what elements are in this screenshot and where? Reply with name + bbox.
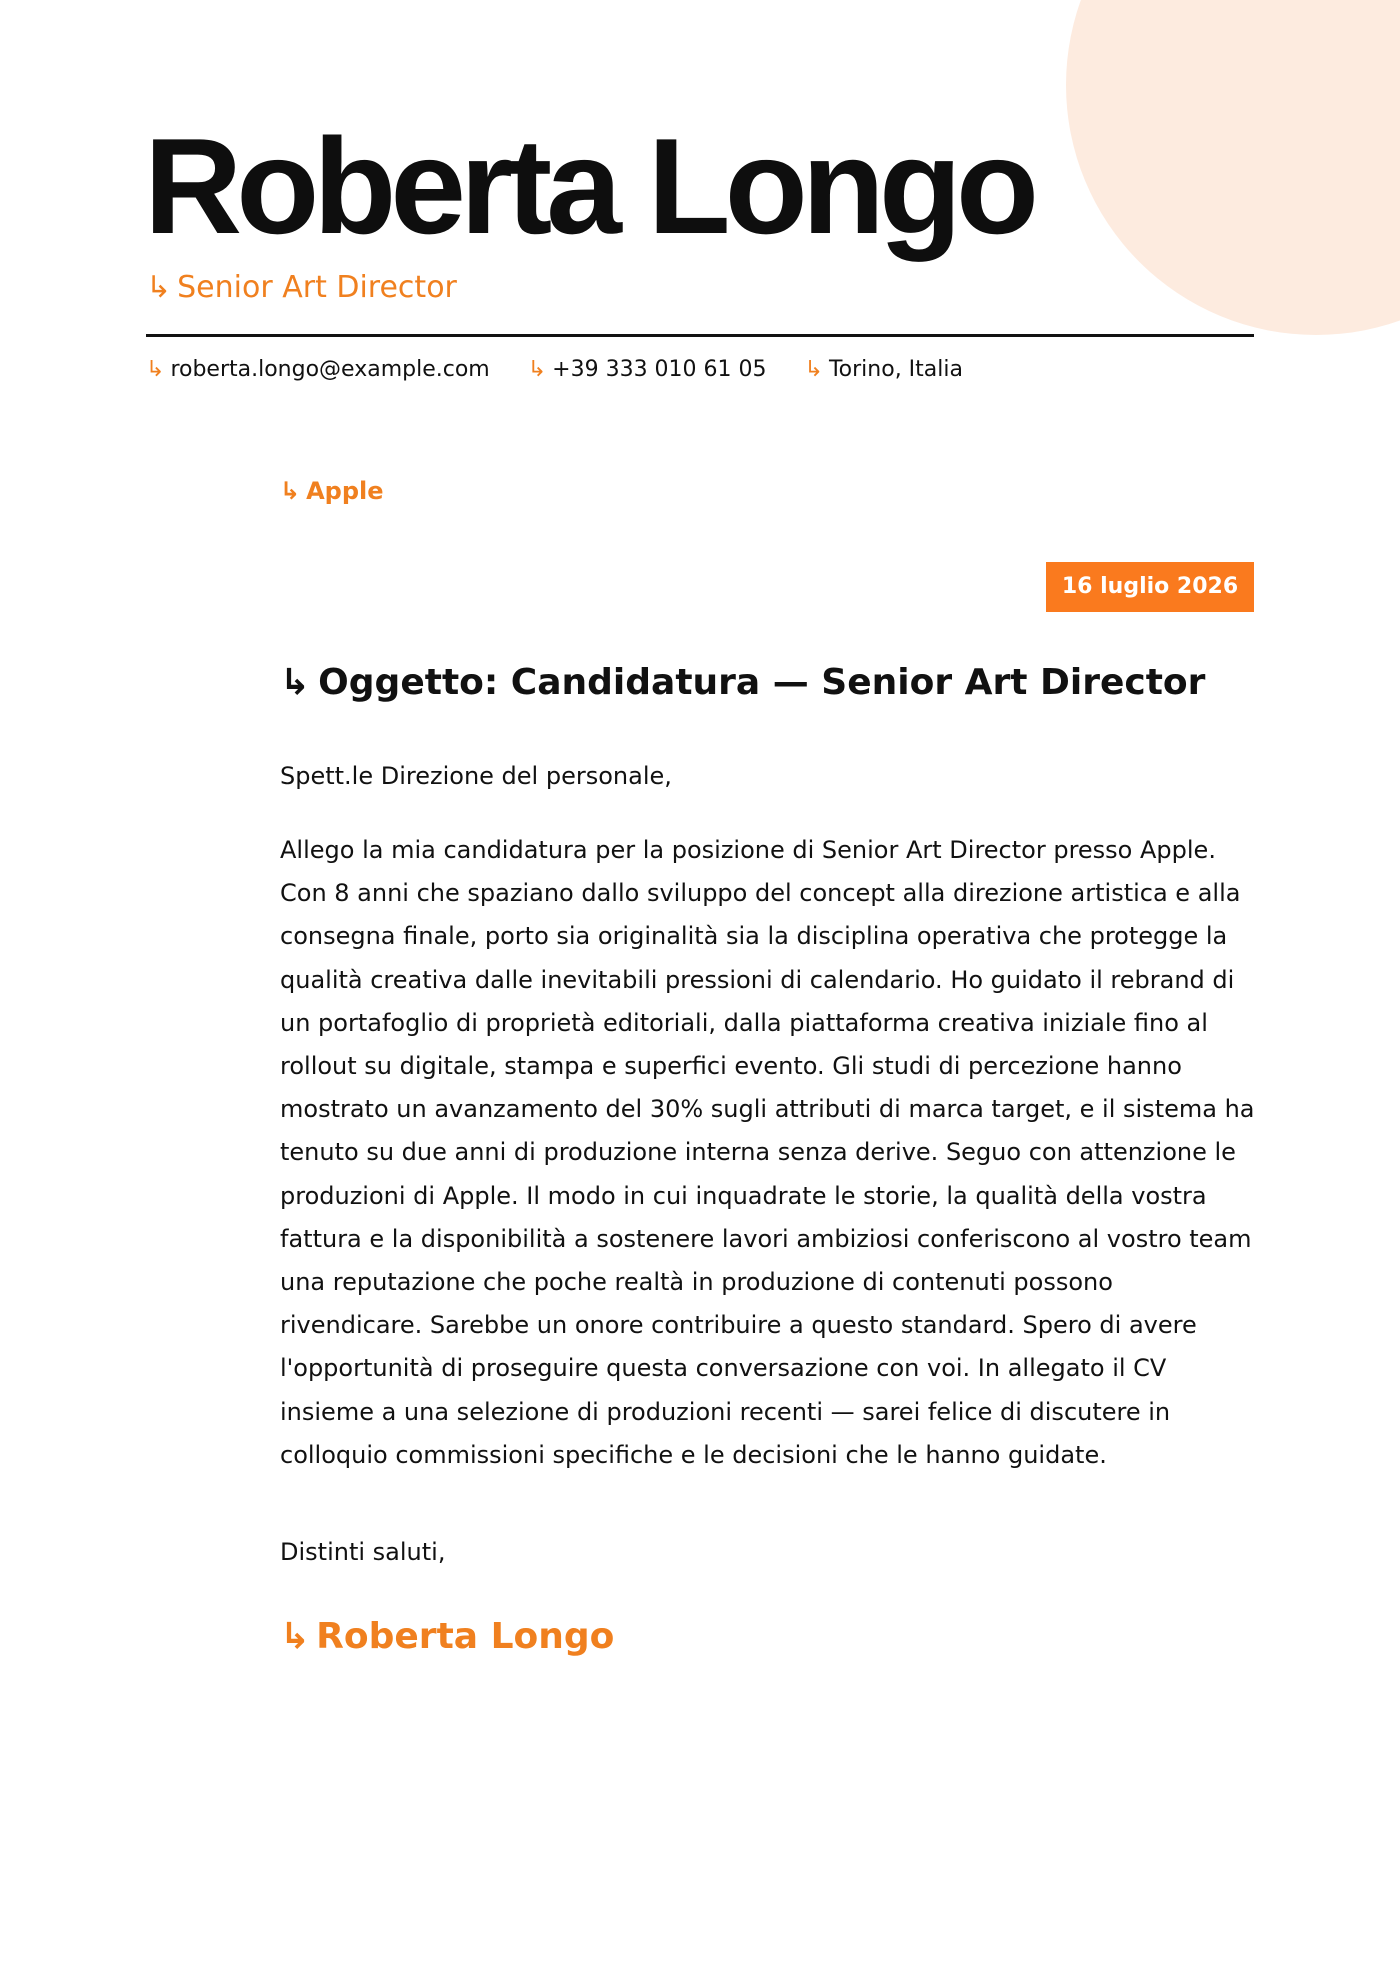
recipient-name: Apple <box>306 477 384 505</box>
salutation: Spett.le Direzione del personale, <box>280 762 672 790</box>
contact-email[interactable] <box>146 354 490 386</box>
arrow-icon: ↳ <box>804 357 823 382</box>
location-text: Torino, Italia <box>828 357 963 382</box>
applicant-name: Roberta Longo <box>144 110 1034 262</box>
contact-location <box>805 354 963 386</box>
contact-bar <box>146 354 1001 386</box>
contact-phone[interactable] <box>528 354 767 386</box>
arrow-icon: ↳ <box>146 357 165 382</box>
phone-text[interactable]: +39 333 010 61 05 <box>552 357 767 382</box>
applicant-role <box>146 268 457 308</box>
closing: Distinti saluti, <box>280 1538 446 1566</box>
signature-name: Roberta Longo <box>316 1616 615 1657</box>
header-divider <box>146 334 1254 337</box>
arrow-icon: ↳ <box>527 357 547 382</box>
arrow-icon: ↳ <box>280 477 301 505</box>
subject-text: Oggetto: Candidatura — Senior Art Director <box>318 662 1206 703</box>
signature <box>280 1612 614 1662</box>
arrow-icon: ↳ <box>280 662 311 703</box>
email-text[interactable]: roberta.longo@example.com <box>170 357 490 382</box>
decorative-circle <box>1066 0 1400 335</box>
arrow-icon: ↳ <box>280 1616 311 1657</box>
role-label: Senior Art Director <box>177 270 457 305</box>
date-badge: 16 luglio 2026 <box>1046 562 1254 612</box>
recipient-company <box>280 474 384 508</box>
letter-body: Allego la mia candidatura per la posizione di Senior Art Director presso Apple. Con 8 anni che spaziano dallo sviluppo del concept alla direzione artistica e alla consegna finale, porto sia originalità sia la disciplina operativa che protegge la qualità creativa dalle inevitabili pressioni di calendario. Ho guidato il rebrand di un portafoglio di proprietà editoriali, dalla piattaforma creativa iniziale fino al rollout su digitale, stampa e superfici evento. Gli studi di percezione hanno mostrato un avanzamento del 30% sugli attributi di marca target, e il sistema ha tenuto su due anni di produzione interna senza derive. Seguo con attenzione le produzioni di Apple. Il modo in cui inquadrate le storie, la qualità della vostra fattura e la disponibilità a sostenere lavori ambiziosi conferiscono al vostro team una reputazione che poche realtà in produzione di contenuti possono rivendicare. Sarebbe un onore contribuire a questo standard. Spero di avere l'opportunità di proseguire questa conversazione con voi. In allegato il CV insieme a una selezione di produzioni recenti — sarei felice di discutere in colloquio commissioni specifiche e le decisioni che le hanno guidate. <box>280 836 1255 1469</box>
letter-subject <box>280 658 1205 708</box>
arrow-icon: ↳ <box>146 270 172 305</box>
